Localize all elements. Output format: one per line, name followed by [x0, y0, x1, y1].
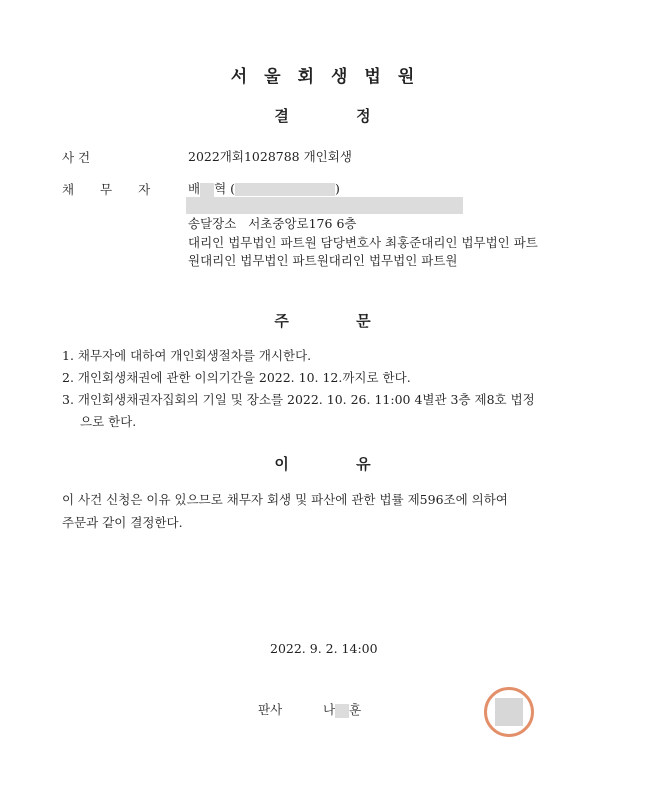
- judge-name-suffix: 훈: [349, 702, 362, 717]
- decision-date: 2022. 9. 2. 14:00: [270, 641, 378, 656]
- order-item-3-continued: 으로 한다.: [80, 414, 137, 429]
- document-title: 결 정: [274, 107, 371, 125]
- debtor-name: [188, 178, 340, 199]
- court-seal-stamp: [484, 687, 534, 737]
- reason-heading: 이 유: [274, 455, 371, 473]
- address-value: 서초중앙로176 6층: [248, 216, 357, 231]
- judge-name: [323, 699, 361, 720]
- debtor-name-suffix: 혁 (: [214, 181, 236, 196]
- case-label: [62, 148, 142, 166]
- reason-line-2: 주문과 같이 결정한다.: [62, 515, 183, 530]
- redacted-seal: [495, 698, 523, 726]
- redacted-name-part: [200, 183, 214, 197]
- judge-name-prefix: 나: [323, 702, 336, 717]
- redacted-judge-name-part: [335, 704, 349, 718]
- order-heading: 주 문: [274, 312, 371, 330]
- representative-line-1: 대리인 법무법인 파트원 담당변호사 최홍준대리인 법무법인 파트: [188, 235, 538, 250]
- order-item-3: 3. 개인회생채권자집회의 기일 및 장소를 2022. 10. 26. 11:00 4별관 3층 제8호 법정: [62, 392, 535, 407]
- case-label-text: 사 건: [62, 150, 91, 165]
- case-number: 2022개회1028788 개인회생: [188, 149, 352, 164]
- debtor-label-text: 채 무 자: [62, 182, 151, 197]
- reason-line-1: 이 사건 신청은 이유 있으므로 채무자 회생 및 파산에 관한 법률 제596조에 의하여: [62, 492, 508, 507]
- service-address: [188, 213, 356, 234]
- judge-title: 판사: [258, 702, 283, 717]
- court-name: 서울회생법원: [230, 67, 432, 87]
- representative-line-2: 원대리인 법무법인 파트원대리인 법무법인 파트원: [188, 253, 458, 268]
- debtor-label: [62, 180, 151, 198]
- address-label: 송달장소: [188, 216, 237, 231]
- order-item-1: 1. 채무자에 대하여 개인회생절차를 개시한다.: [62, 348, 312, 363]
- debtor-name-prefix: 배: [188, 181, 201, 196]
- redacted-address: [186, 197, 463, 214]
- redacted-id: [235, 183, 335, 196]
- debtor-paren-close: ): [335, 181, 340, 196]
- order-item-2: 2. 개인회생채권에 관한 이의기간을 2022. 10. 12.까지로 한다.: [62, 370, 411, 385]
